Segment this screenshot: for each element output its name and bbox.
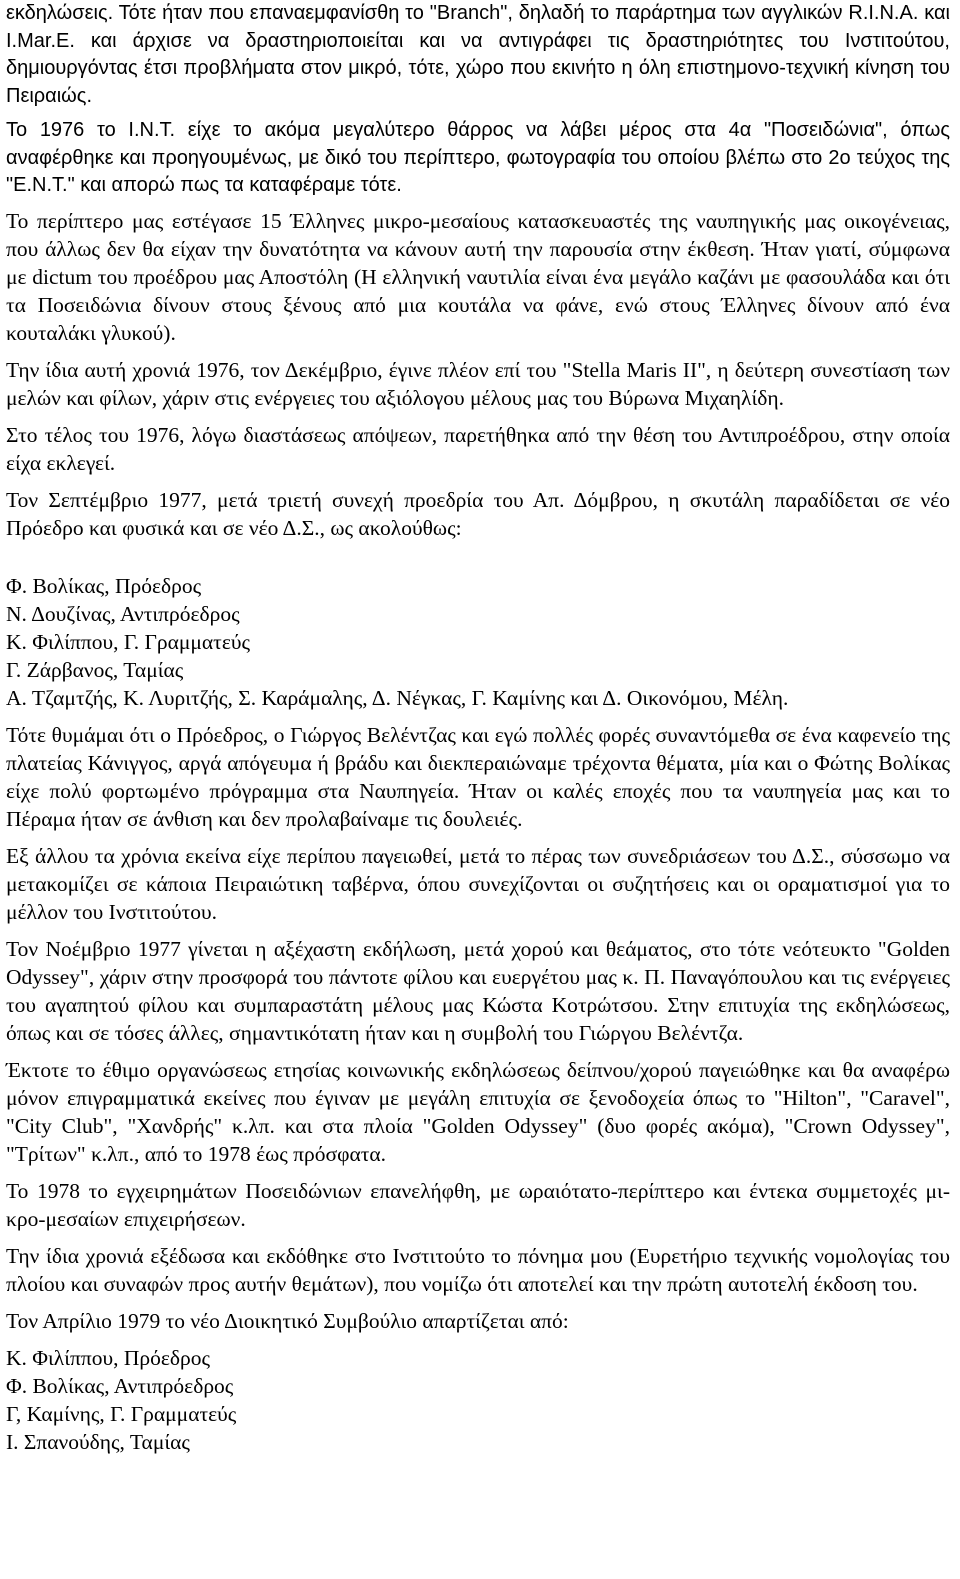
board-member: Ν. Δουζίνας, Αντιπρόεδρος bbox=[6, 601, 240, 626]
paragraph-new-president: Τον Σεπτέμβριο 1977, μετά τριετή συνεχή προεδρία του Απ. Δόμβρου, η σκυτάλη παραδίδεται σε νέο Πρόεδρο και φυσικά και σε νέο Δ.Σ., ως ακολούθως: bbox=[6, 487, 950, 540]
document-page bbox=[6, 0, 950, 1456]
board-list-1979 bbox=[6, 1344, 950, 1456]
board-member: Ι. Σπανούδης, Ταμίας bbox=[6, 1429, 190, 1454]
paragraph-resignation: Στο τέλος του 1976, λόγω διαστάσεως απόψεων, παρετήθηκα από την θέση του Αντιπροέδρου, στην οποία είχα εκλεγεί. bbox=[6, 422, 950, 475]
board-member: Κ. Φιλίππου, Γ. Γραμματεύς bbox=[6, 629, 251, 654]
paragraph-board-1979-intro: Τον Απρίλιο 1979 το νέο Διοικητικό Συμβούλιο απαρτίζεται από: bbox=[6, 1308, 569, 1333]
paragraph-poseidonia-1976: Το 1976 το Ι.Ν.Τ. είχε το ακόμα μεγαλύτερο θάρρος να λάβει μέρος στα 4α "Ποσειδώνια", όπως αναφέρθηκε και προηγουμένως, με δικό του περίπτερο, φωτογραφία του οποίου βλέπω στο 2ο τεύχος της "Ε.Ν.Τ." και απορώ πως τα καταφέραμε τότε. bbox=[6, 119, 950, 196]
board-member: Γ. Ζάρβανος, Ταμίας bbox=[6, 657, 184, 682]
paragraph-branch: εκδηλώσεις. Τότε ήταν που επαναεμφανίσθη το "Branch", δηλαδή το παράρτημα των αγγλικών R.I.N.A. και I.Mar.E. και άρχισε να δραστηριοποιείται και να αντιγράφει τις δραστηριότητες του Ινστιτούτου, δημιουργόντας έτσι προβλήματα στον μικρό, τότε, χώρο που εκινήτο η όλη επιστημονο-τεχνική κίνηση του Πειραιώς. bbox=[6, 2, 950, 107]
paragraph-stella-maris: Την ίδια αυτή χρονιά 1976, τον Δεκέμβριο, έγινε πλέον επί του "Stella Maris II", η δεύτερη συνεστίαση των μελών και φίλων, χάριν στις ενέργειες του αξιόλογου μέλους μας του Βύρωνα Μιχαηλίδη. bbox=[6, 357, 950, 410]
board-list-1977 bbox=[6, 572, 950, 712]
board-member: Κ. Φιλίππου, Πρόεδρος bbox=[6, 1345, 210, 1370]
paragraph-kafeneio: Τότε θυμάμαι ότι ο Πρόεδρος, ο Γιώργος Βελέντζας και εγώ πολλές φορές συναντόμεθα σε ένα καφενείο της πλατείας Κάνιγγος, αργά απόγευμα ή βράδυ και διεκπεραιώναμε τρέχοντα θέματα, μία και ο Φώτης Βολίκας είχε πολύ φορτωμένο πρόγραμμα στα Ναυπηγεία. Ήταν οι καλές εποχές που τα ναυπηγεία μας και το Πέραμα ήταν σε άνθιση και δεν προλαβαίναμε τις δουλειές. bbox=[6, 722, 950, 831]
paragraph-publication: Την ίδια χρονιά εξέδωσα και εκδόθηκε στο Ινστιτούτο το πόνημα μου (Ευρετήριο τεχνικής νομολογίας του πλοίου και συναφών προς αυτήν θεμάτων), που νομίζω ότι αποτελεί και την πρώτη αυτοτελή έκδοση του. bbox=[6, 1243, 950, 1296]
paragraph-social-events: Έκτοτε το έθιμο οργανώσεως ετησίας κοινωνικής εκδηλώσεως δείπνου/χορού παγειώθηκε και θα αναφέρω μόνον επιγραμματικά εκείνες που έγιναν με μεγάλη επιτυχία σε ξενοδοχεία όπως το "Hilton", "Caravel", "City Club", "Χανδρής" κ.λπ. και στα πλοία "Golden Odyssey" (δυο φορές ακόμα), "Crown Odyssey", "Τρίτων" κ.λπ., από το 1978 έως πρόσφατα. bbox=[6, 1057, 950, 1166]
paragraph-golden-odyssey: Τον Νοέμβριο 1977 γίνεται η αξέχαστη εκδήλωση, μετά χορού και θεάματος, στο τότε νεότευκτο "Golden Odyssey", χάριν στην προσφορά του πάντοτε φίλου και ευεργέτου μας κ. Π. Παναγόπουλου και τις ενέργειες του αγαπητού φίλου και συμπαραστάτη μέλους μας Κώστα Κοτρώτσου. Στην επιτυχία της εκδηλώσεως, όπως και σε τόσες άλλες, σημαντικότατη ήταν και η συμβολή του Γιώργου Βελέντζα. bbox=[6, 936, 950, 1045]
paragraph-pavilion: Το περίπτερο μας εστέγασε 15 Έλληνες μικρο-μεσαίους κατασκευαστές της ναυπηγικής μας οικογένειας, που άλλως δεν θα είχαν την δυνατότητα να κάνουν αυτή την παρουσία στην έκθεση. Ήταν γιατί, σύμφωνα με dictum του προέδρου μας Αποστόλη (Η ελληνική ναυτιλία είναι ένα μεγάλο καζάνι με φασουλάδα και ότι τα Ποσειδώνια δίνουν στους ξένους από μια κουτάλα να φάνε, ενώ στους Έλληνες δίνουν από ένα κουταλάκι γλυκού). bbox=[6, 208, 950, 345]
board-member: Φ. Βολίκας, Αντιπρόεδρος bbox=[6, 1373, 234, 1398]
paragraph-taverna: Εξ άλλου τα χρόνια εκείνα είχε περίπου παγειωθεί, μετά το πέρας των συνεδριάσεων του Δ.Σ., σύσσωμο να μετακομίζει σε κάποια Πειραιώτικη ταβέρνα, όπου συνεχίζονται οι συζητήσεις και οι οραματισμοί για το μέλλον του Ινστιτούτου. bbox=[6, 843, 950, 924]
board-member: Φ. Βολίκας, Πρόεδρος bbox=[6, 573, 202, 598]
board-member: Γ, Καμίνης, Γ. Γραμματεύς bbox=[6, 1401, 237, 1426]
board-member: Α. Τζαμτζής, Κ. Λυριτζής, Σ. Καράμαλης, Δ. Νέγκας, Γ. Καμίνης και Δ. Οικονόμου, Μέλη. bbox=[6, 685, 789, 710]
paragraph-poseidonia-1978: Το 1978 το εγχειρημάτων Ποσειδώνιων επανελήφθη, με ωραιότατο-περίπτερο και έντεκα συμμετοχές μι-κρο-μεσαίων επιχειρήσεων. bbox=[6, 1178, 950, 1231]
